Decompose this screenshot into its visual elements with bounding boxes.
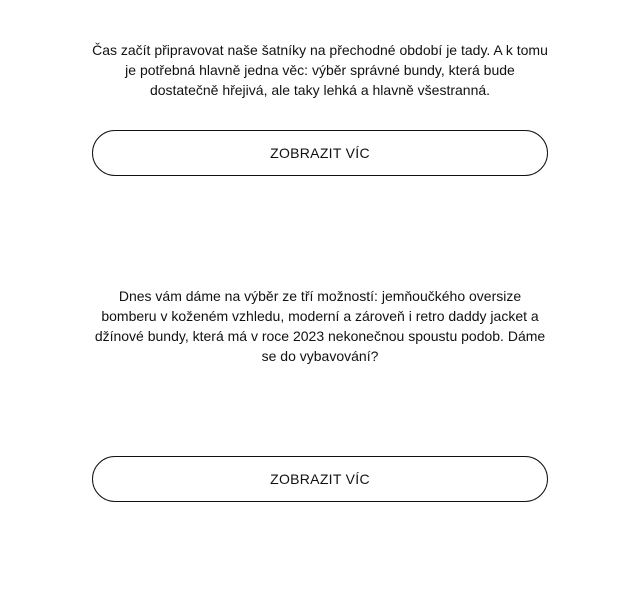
show-more-button[interactable]: ZOBRAZIT VÍC <box>92 456 548 502</box>
show-more-button[interactable]: ZOBRAZIT VÍC <box>92 130 548 176</box>
article-description: Dnes vám dáme na výběr ze tří možností: jemňoučkého oversize bomberu v koženém vzhledu, moderní a zároveň i retro daddy jacket a džínové bundy, která má v roce 2023 nekonečnou spoustu podob. Dáme se do vybavování? <box>94 288 546 364</box>
article-description: Čas začít připravovat naše šatníky na přechodné období je tady. A k tomu je potřebná hlavně jedna věc: výběr správné bundy, která bude dostatečně hřejivá, ale taky lehká a hlavně všestranná. <box>92 42 548 98</box>
